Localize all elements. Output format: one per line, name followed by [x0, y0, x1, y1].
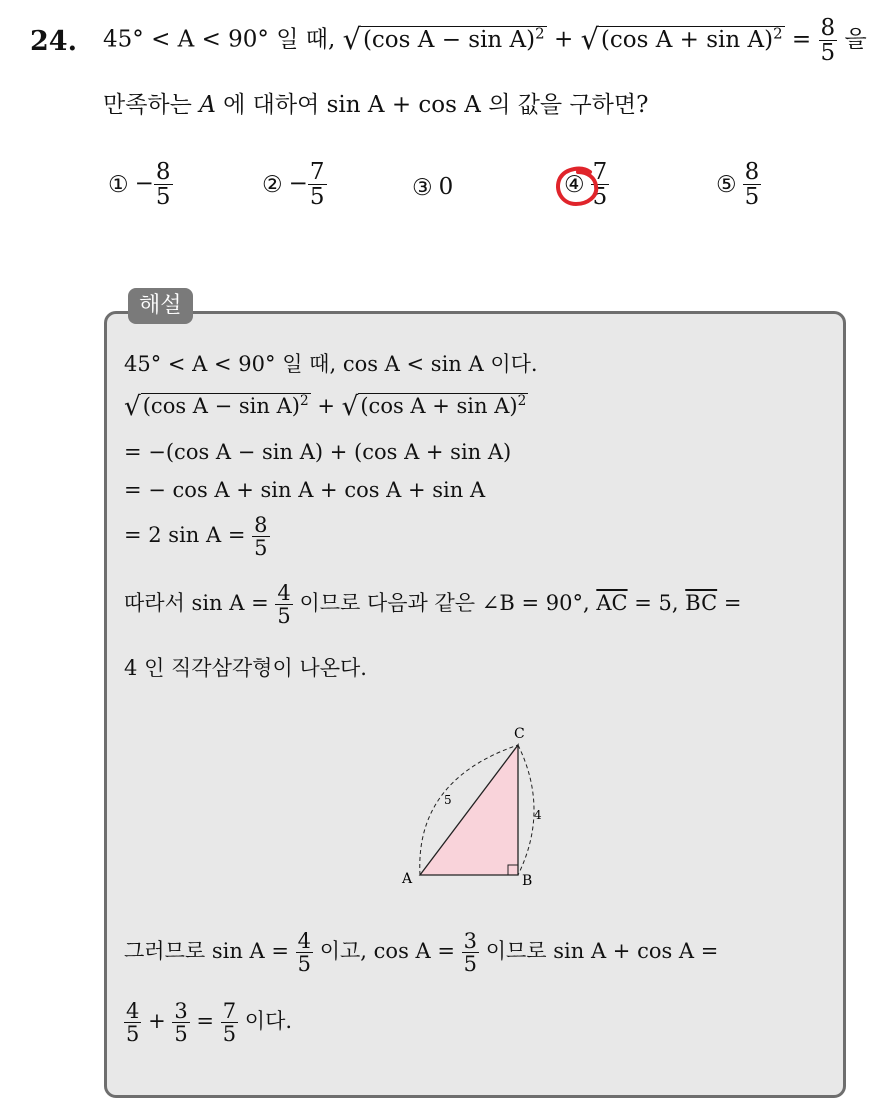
- condition-range: 45° < A < 90°: [103, 26, 269, 53]
- question-suffix: 을: [844, 26, 867, 53]
- vertex-a-label: A: [402, 871, 413, 887]
- solution-line-4: = − cos A + sin A + cos A + sin A: [124, 478, 486, 502]
- solution-line-7: 4 인 직각삼각형이 나온다.: [124, 656, 367, 680]
- question-line-2: 만족하는 A 에 대하여 sin A + cos A 의 값을 구하면?: [103, 92, 649, 118]
- solution-tag: 해설: [128, 288, 193, 324]
- question-line-1: [103, 16, 867, 65]
- side-ac-length: 5: [444, 793, 452, 807]
- vertex-c-label: C: [514, 726, 525, 742]
- solution-line-6: 따라서 sin A = $\frac{4}{5}$ 이므로 다음과 같은 ∠B = 90°, $\overline{AC} = 5$, $\overline{BC}$ =: [124, 581, 742, 629]
- sqrt-term-2: √(cos A + sin A)$^2$: [580, 21, 783, 56]
- solution-line-9: $\frac{4}{5}$ + $\frac{3}{5}$ = $\frac{7}{5}$ 이다.: [126, 999, 293, 1047]
- choice-2[interactable]: ② − $\frac{7}{5}$: [262, 159, 325, 211]
- target-expression: sin A + cos A: [326, 92, 481, 118]
- solution-line-5: = 2 sin A = $\frac{8}{5}$: [124, 513, 268, 561]
- choice-4[interactable]: ④ $\frac{7}{5}$: [564, 159, 608, 211]
- sqrt-term-1: √(cos A − sin A)$^2$: [342, 21, 545, 56]
- solution-line-8: 그러므로 sin A = $\frac{4}{5}$ 이고, cos A = $\frac{3}{5}$ 이므로 sin A + cos A =: [124, 929, 719, 977]
- condition-when: 일 때,: [276, 26, 336, 53]
- triangle-shape: [420, 745, 518, 875]
- choice-5[interactable]: ⑤ $\frac{8}{5}$: [716, 159, 760, 211]
- equals-sign: =: [791, 26, 812, 53]
- answer-circle-mark: [554, 164, 602, 208]
- right-triangle-diagram: [395, 720, 565, 900]
- solution-line-2: √(cos A − sin A)$^2$ + √(cos A + sin A)$^2$: [124, 392, 527, 422]
- vertex-b-label: B: [522, 873, 533, 889]
- side-bc-length: 4: [534, 808, 542, 822]
- side-bc-arc: [518, 745, 534, 875]
- rhs-fraction: $\frac{8}{5}$: [820, 15, 836, 67]
- plus-sign: +: [553, 26, 574, 53]
- question-number: 24.: [30, 26, 77, 57]
- solution-line-3: = −(cos A − sin A) + (cos A + sin A): [124, 440, 512, 464]
- solution-box: [104, 311, 846, 1098]
- choice-3[interactable]: ③ 0: [412, 174, 454, 201]
- solution-line-1: 45° < A < 90° 일 때, cos A < sin A 이다.: [124, 352, 538, 376]
- choice-1[interactable]: ① − $\frac{8}{5}$: [108, 159, 171, 211]
